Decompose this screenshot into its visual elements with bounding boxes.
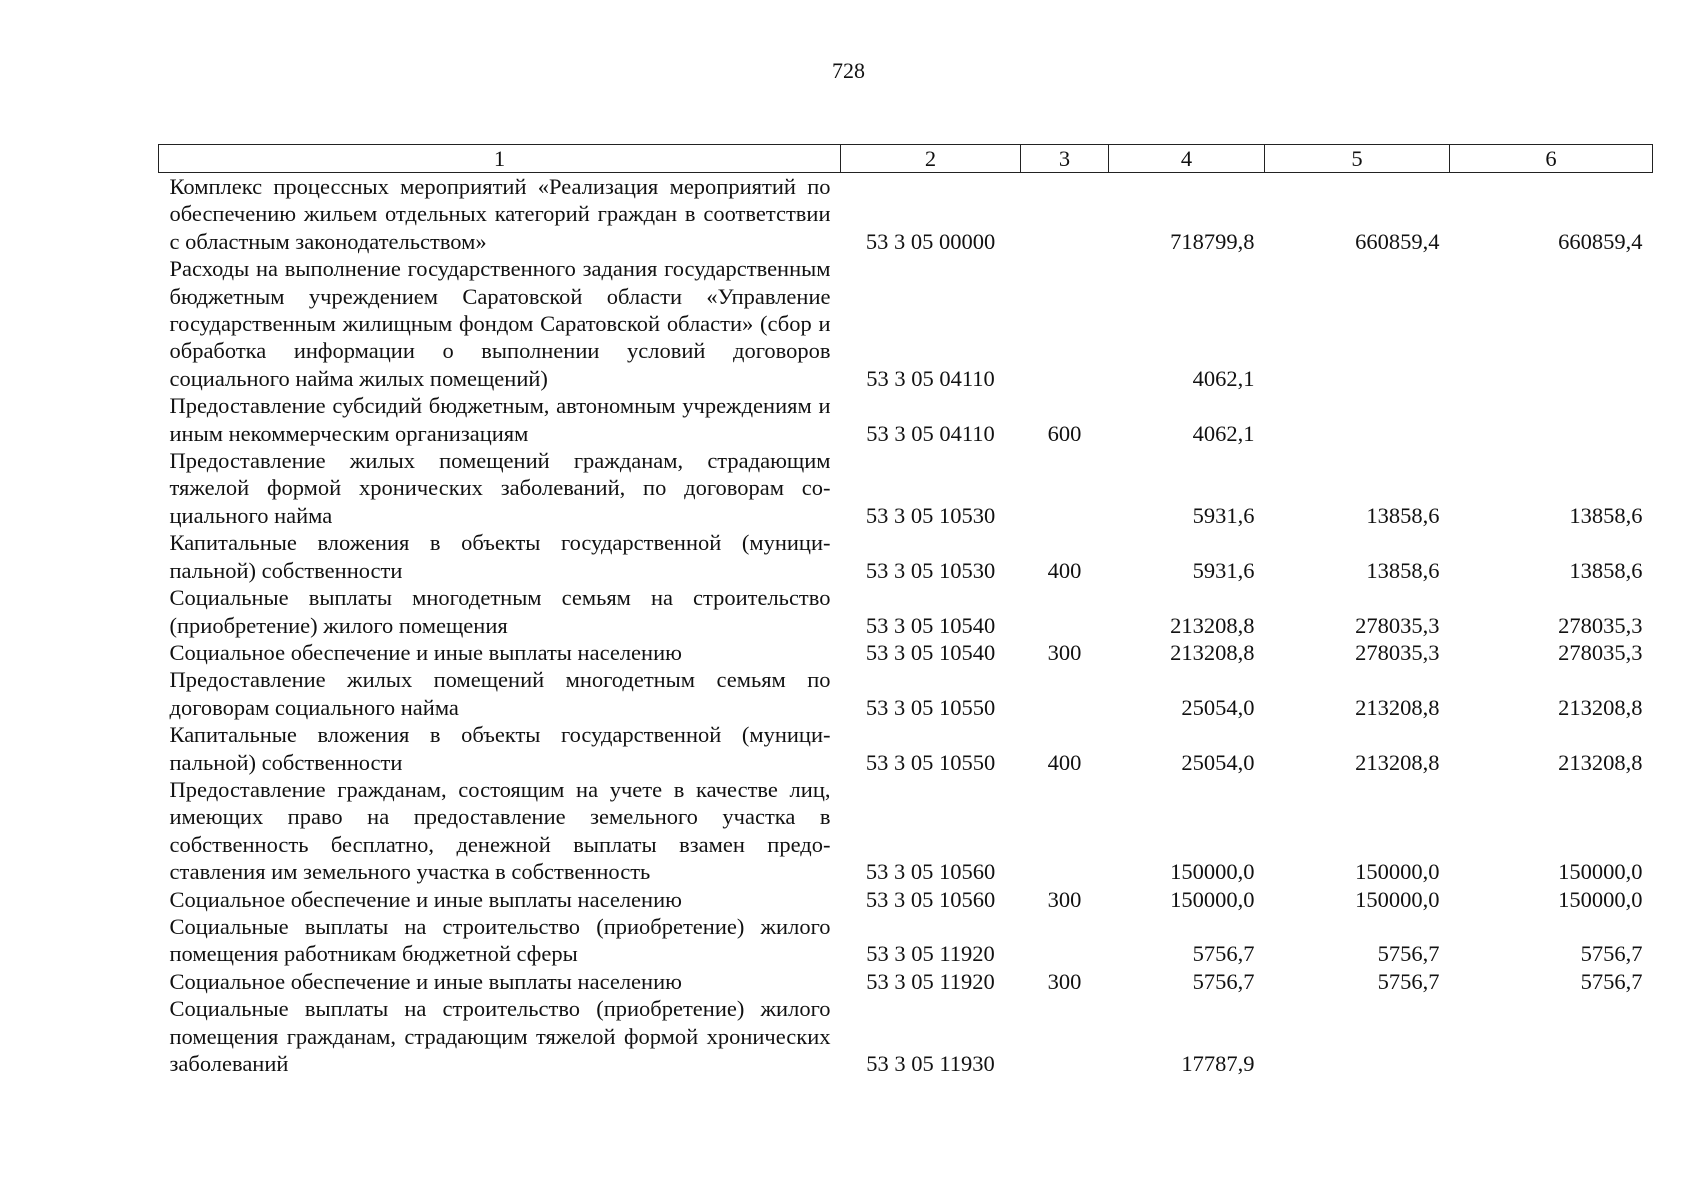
row-code: 53 3 05 10550 [865,694,996,720]
row-type [1021,173,1109,256]
table-header-row [159,145,1653,173]
row-type: 300 [1047,886,1082,912]
table-row [159,913,1653,968]
row-name: Капитальные вложения в объекты государственной (муниципальной) собственности [169,530,831,583]
row-value-4: 25054,0 [1181,694,1255,720]
row-name: Социальные выплаты многодетным семьям на строительство (приобретение) жилого помещения [169,585,831,638]
row-value-5: 213208,8 [1355,694,1440,720]
row-code: 53 3 05 10540 [865,612,996,638]
row-type: 300 [1047,639,1082,665]
row-code: 53 3 05 11920 [866,968,995,994]
row-value-5 [1265,995,1450,1077]
row-value-6 [1450,995,1653,1077]
row-value-5: 213208,8 [1355,749,1440,775]
row-value-4: 213208,8 [1170,612,1255,638]
row-value-5: 660859,4 [1355,228,1440,254]
row-name: Социальное обеспечение и иные выплаты населению [169,968,682,994]
row-name: Социальные выплаты на строительство (приобретение) жилого помещения гражданам, страдающим тяжелой формой хронических заболеваний [169,996,831,1076]
row-name: Предоставление жилых помещений гражданам, страдающим тяжелой формой хронических заболеваний, по договорам социального найма [169,448,831,528]
row-type [1021,584,1109,639]
table-row [159,886,1653,913]
row-code: 53 3 05 10530 [865,502,996,528]
row-name: Предоставление гражданам, состоящим на учете в качестве лиц, имеющих право на предоставление земельного участка в собственность бесплатно, денежной выплаты взамен предоставления им земельного участка в собственность [169,776,831,885]
table-row [159,392,1653,447]
row-value-6: 150000,0 [1558,886,1643,912]
row-value-6: 278035,3 [1558,639,1643,665]
table-row [159,529,1653,584]
row-value-4: 5756,7 [1192,968,1255,994]
row-value-5: 5756,7 [1377,968,1440,994]
row-code: 53 3 05 00000 [865,228,996,254]
row-type: 600 [1047,420,1082,446]
row-value-5: 13858,6 [1366,502,1440,528]
row-code: 53 3 05 11920 [866,941,995,967]
table-row [159,721,1653,776]
row-value-4: 17787,9 [1181,1051,1255,1076]
row-value-4: 4062,1 [1192,365,1255,391]
row-value-6: 5756,7 [1580,941,1643,967]
row-value-5: 278035,3 [1355,612,1440,638]
row-value-6: 13858,6 [1569,502,1643,528]
column-header-2: 2 [841,145,1021,173]
row-type [1021,776,1109,886]
row-value-4: 5756,7 [1192,941,1255,967]
row-name: Социальное обеспечение и иные выплаты населению [169,886,682,912]
row-value-5: 150000,0 [1355,886,1440,912]
row-type [1021,913,1109,968]
column-header-4: 4 [1109,145,1265,173]
row-code: 53 3 05 10550 [865,749,996,775]
row-value-4: 5931,6 [1192,557,1255,583]
row-value-6: 5756,7 [1580,968,1643,994]
row-type [1021,666,1109,721]
row-value-4: 150000,0 [1170,886,1255,912]
row-value-4: 25054,0 [1181,749,1255,775]
row-value-5 [1265,255,1450,392]
row-code: 53 3 05 04110 [866,365,995,391]
row-value-5: 150000,0 [1355,859,1440,885]
table-row [159,968,1653,995]
row-type [1021,255,1109,392]
row-type: 400 [1047,557,1082,583]
row-value-4: 718799,8 [1170,228,1255,254]
row-code: 53 3 05 04110 [866,420,995,446]
row-type: 400 [1047,749,1082,775]
column-header-3: 3 [1021,145,1109,173]
row-type: 300 [1047,968,1082,994]
row-value-4: 213208,8 [1170,639,1255,665]
table-row [159,776,1653,886]
row-name: Предоставление жилых помещений многодетным семьям по договорам социального найма [169,667,831,720]
row-name: Социальное обеспечение и иные выплаты населению [169,639,682,665]
column-header-1: 1 [159,145,841,173]
row-value-6 [1450,392,1653,447]
table-row [159,173,1653,256]
row-value-6: 660859,4 [1558,228,1643,254]
row-value-6: 278035,3 [1558,612,1643,638]
row-value-4: 4062,1 [1192,420,1255,446]
row-name: Социальные выплаты на строительство (приобретение) жилого помещения работникам бюджетной сферы [169,913,831,967]
row-value-6: 150000,0 [1558,859,1643,885]
row-name: Капитальные вложения в объекты государственной (муниципальной) собственности [169,722,831,775]
row-code: 53 3 05 10560 [865,886,996,912]
row-value-6: 13858,6 [1569,557,1643,583]
row-value-5 [1265,392,1450,447]
row-code: 53 3 05 10540 [865,639,996,665]
table-row [159,584,1653,639]
row-type [1021,995,1109,1077]
row-value-5: 13858,6 [1366,557,1440,583]
budget-table [158,144,1653,1077]
row-value-4: 150000,0 [1170,859,1255,885]
row-code: 53 3 05 10530 [865,557,996,583]
row-value-5: 5756,7 [1377,941,1440,967]
row-code: 53 3 05 11930 [866,1051,995,1076]
table-row [159,666,1653,721]
table-row [159,447,1653,529]
row-code: 53 3 05 10560 [865,859,996,885]
row-name: Расходы на выполнение государственного задания государственным бюджетным учреждением Саратовской области «Управление государственным жилищным фондом Саратовской области» (сбор и обработка информации о выполнении условий договоров социального найма жилых помещений) [169,256,831,391]
row-name: Предоставление субсидий бюджетным, автономным учреждениям и иным некоммерческим организациям [169,393,831,446]
row-value-4: 5931,6 [1192,502,1255,528]
row-type [1021,447,1109,529]
row-name: Комплекс процессных мероприятий «Реализация мероприятий по обеспечению жильем отдельных категорий граждан в соответствии с областным законодательством» [169,174,831,254]
table-row [159,995,1653,1077]
column-header-5: 5 [1265,145,1450,173]
page-number: 728 [832,58,865,83]
row-value-5: 278035,3 [1355,639,1440,665]
row-value-6 [1450,255,1653,392]
column-header-6: 6 [1450,145,1653,173]
row-value-6: 213208,8 [1558,694,1643,720]
table-row [159,639,1653,666]
row-value-6: 213208,8 [1558,749,1643,775]
table-row [159,255,1653,392]
